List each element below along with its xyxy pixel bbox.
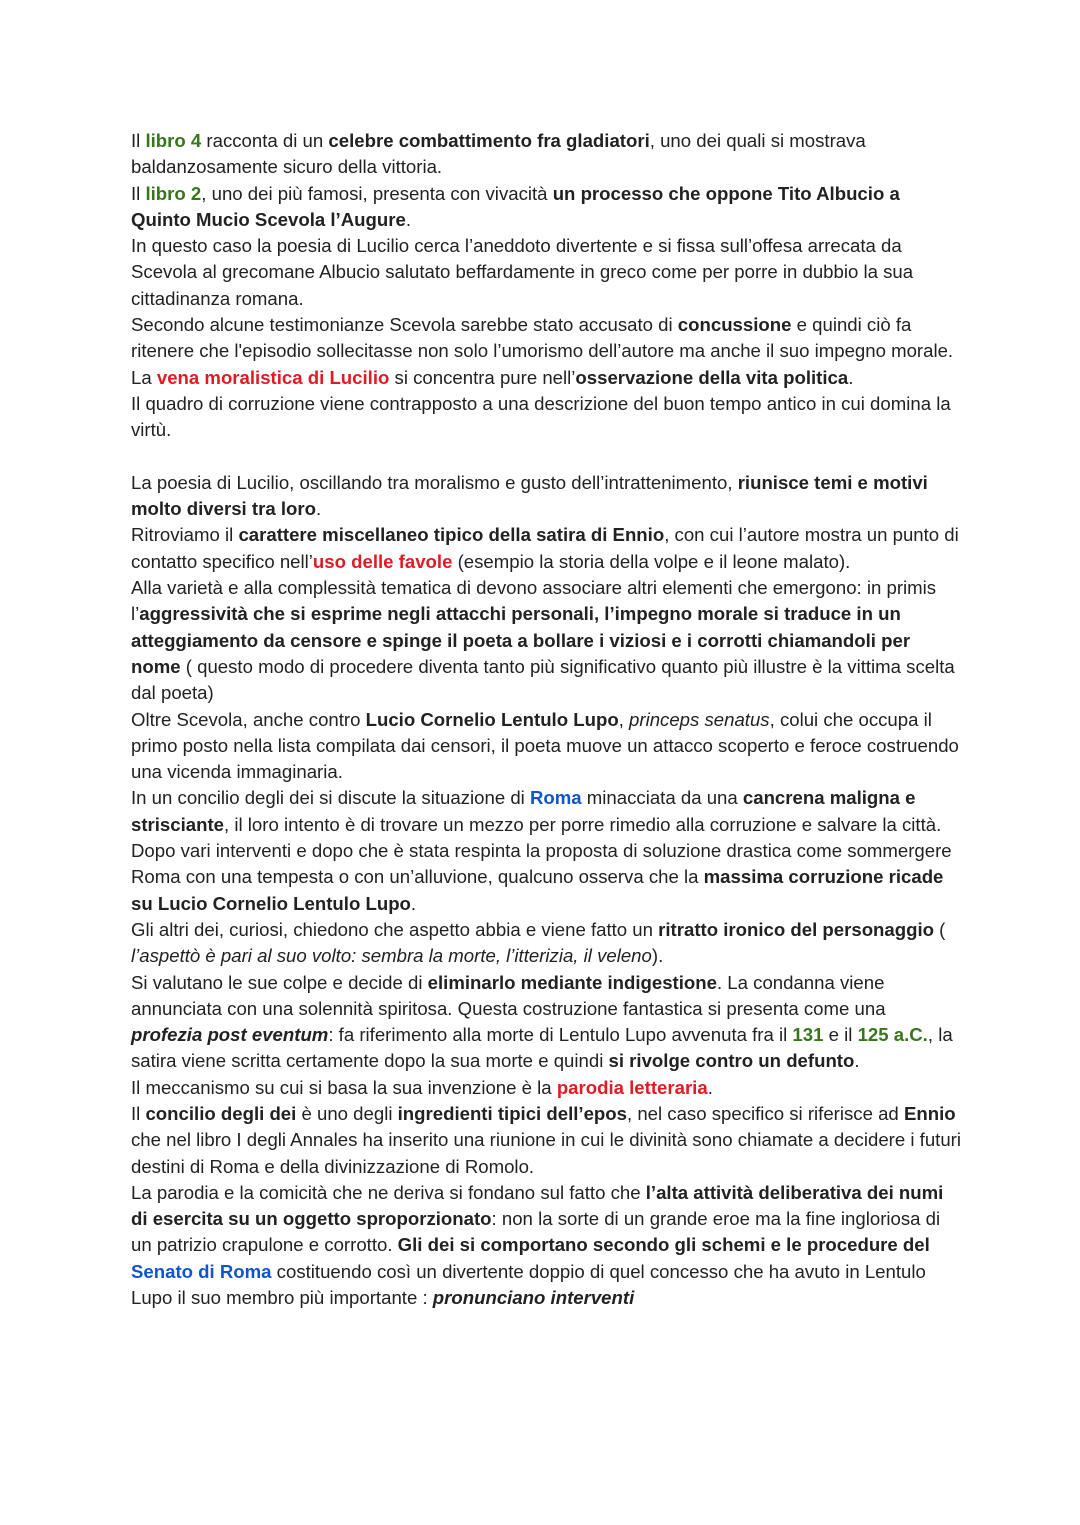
text-run: . <box>854 1050 860 1072</box>
paragraph <box>131 233 961 312</box>
text-run: osservazione della vita politica <box>575 366 849 388</box>
text-run: Si valutano le sue colpe e decide di <box>131 971 428 993</box>
text-run: Il meccanismo su cui si basa la sua invenzione è la <box>131 1076 557 1098</box>
text-run: , il loro intento è di trovare un mezzo per porre rimedio alla corruzione e salvare la città. Dopo vari interventi e dopo che è stata respinta la proposta di soluzione drastica come sommergere Roma con una tempesta o con un’alluvione, qualcuno osserva che la <box>131 813 952 888</box>
paragraph <box>131 707 961 786</box>
paragraph-gap <box>131 444 961 470</box>
text-run: ingredienti tipici dell’epos <box>397 1102 627 1124</box>
text-run: . <box>707 1076 713 1098</box>
text-run: Gli dei si comportano secondo gli schemi e le procedure del <box>397 1234 930 1256</box>
text-run: vena moralistica di Lucilio <box>156 366 390 388</box>
paragraph <box>131 128 961 181</box>
text-run: Alla varietà e alla complessità tematica di devono associare altri elementi che emergono: in primis l’ <box>131 577 937 625</box>
text-run: Secondo alcune testimonianze Scevola sarebbe stato accusato di <box>131 314 678 336</box>
paragraph <box>131 522 961 575</box>
text-run: Oltre Scevola, anche contro <box>131 708 366 730</box>
paragraph <box>131 470 961 523</box>
text-run: parodia letteraria <box>556 1076 708 1098</box>
paragraph <box>131 181 961 234</box>
text-run: libro 2 <box>145 182 202 204</box>
text-run: racconta di un <box>201 130 329 151</box>
text-run: . La condanna viene annunciata con una solennità spiritosa. Questa costruzione fantastica si presenta come una <box>131 971 886 1019</box>
paragraph <box>131 1101 961 1180</box>
text-run: . <box>848 366 854 388</box>
text-run: : non la sorte di un grande eroe ma la fine ingloriosa di un patrizio crapulone e corrotto. <box>131 1208 941 1256</box>
text-run: concussione <box>677 314 792 336</box>
text-run: uso delle favole <box>312 550 453 572</box>
text-run: : fa riferimento alla morte di Lentulo Lupo avvenuta fra il <box>328 1024 793 1046</box>
text-run: Il <box>131 182 146 204</box>
text-run: 125 a.C. <box>857 1024 928 1046</box>
text-run: pronunciano interventi <box>432 1287 635 1309</box>
text-run: , uno dei più famosi, presenta con vivacità <box>201 182 553 204</box>
text-run: , nel caso specifico si riferisce ad <box>626 1102 904 1124</box>
text-run: In un concilio degli dei si discute la situazione di <box>131 787 530 809</box>
paragraph <box>131 365 961 391</box>
text-run: l’aspettò è pari al suo volto: sembra la morte, l’itterizia, il veleno <box>131 945 652 967</box>
text-run: ( <box>934 918 946 940</box>
text-run: carattere miscellaneo tipico della satira di Ennio <box>238 524 665 546</box>
text-run: , <box>618 708 630 730</box>
text-run: La poesia di Lucilio, oscillando tra moralismo e gusto dell’intrattenimento, <box>131 471 738 493</box>
text-run: Il <box>131 1102 146 1124</box>
text-run: è uno degli <box>296 1102 398 1124</box>
paragraph <box>131 575 961 706</box>
text-run: , colui che occupa il primo posto nella lista compilata dai censori, il poeta muove un attacco scoperto e feroce costruendo una vicenda immaginaria. <box>131 708 959 783</box>
text-run: , la satira viene scritta certamente dopo la sua morte e quindi <box>131 1024 953 1072</box>
text-run: eliminarlo mediante indigestione <box>427 971 717 993</box>
paragraph <box>131 970 961 1075</box>
text-run: e quindi ciò fa ritenere che l'episodio sollecitasse non solo l’umorismo dell’autore ma anche il suo impegno morale. <box>131 314 954 362</box>
text-run: . <box>410 892 417 914</box>
paragraph <box>131 1180 961 1311</box>
text-run: (esempio la storia della volpe e il leone malato). <box>452 550 851 572</box>
text-run: . <box>405 208 411 230</box>
text-run: La <box>131 366 157 388</box>
text-run: Gli altri dei, curiosi, chiedono che aspetto abbia e viene fatto un <box>131 918 659 940</box>
text-run: celebre combattimento fra gladiatori <box>328 130 650 151</box>
text-run: cancrena maligna e strisciante <box>131 787 916 835</box>
text-run: si concentra pure nell’ <box>389 366 576 388</box>
text-run: profezia post eventum <box>131 1024 329 1046</box>
text-run: ). <box>651 945 664 967</box>
text-run: Roma <box>529 787 582 809</box>
text-run: costituendo così un divertente doppio di quel concesso che ha avuto in Lentulo Lupo il suo membro più importante : <box>131 1260 926 1309</box>
text-run: riunisce temi e motivi molto diversi tra loro <box>131 471 928 520</box>
text-run: si rivolge contro un defunto <box>608 1050 855 1072</box>
text-run: ( questo modo di procedere diventa tanto più significativo quanto più illustre è la vittima scelta dal poeta) <box>131 655 955 704</box>
text-run: massima corruzione ricade su Lucio Cornelio Lentulo Lupo <box>131 866 944 914</box>
text-run: minacciata da una <box>581 787 743 809</box>
text-run: che nel libro I degli Annales ha inserito una riunione in cui le divinità sono chiamate a decidere i futuri destini di Roma e della divinizzazione di Romolo. <box>131 1129 961 1177</box>
paragraph <box>131 312 961 365</box>
text-run: Senato di Roma <box>131 1260 272 1282</box>
text-run: In questo caso la poesia di Lucilio cerca l’aneddoto divertente e si fissa sull’offesa arrecata da Scevola al grecomane Albucio salutato beffardamente in greco come per porre in dubbio la sua cittadinanza romana. <box>131 235 914 309</box>
text-run: aggressività che si esprime negli attacchi personali, l’impegno morale si traduce in un atteggiamento da censore e spinge il poeta a bollare i viziosi e i corrotti chiamandoli per nome <box>131 603 911 677</box>
paragraph <box>131 917 961 970</box>
text-run: ritratto ironico del personaggio <box>658 918 934 940</box>
text-run: concilio degli dei <box>145 1102 297 1124</box>
paragraph <box>131 1075 961 1101</box>
text-run: libro 4 <box>145 130 202 151</box>
text-run: , con cui l’autore mostra un punto di contatto specifico nell’ <box>131 524 959 572</box>
text-run: e il <box>823 1024 858 1046</box>
text-run: Il <box>131 130 146 151</box>
document-page <box>131 128 961 1311</box>
text-run: 131 <box>792 1024 824 1046</box>
text-run: un processo che oppone Tito Albucio a Quinto Mucio Scevola l’Augure <box>131 182 900 230</box>
text-run: Il quadro di corruzione viene contrapposto a una descrizione del buon tempo antico in cui domina la virtù. <box>131 392 951 441</box>
text-run: . <box>315 498 322 520</box>
text-run: princeps senatus <box>629 708 770 730</box>
text-run: Lucio Cornelio Lentulo Lupo <box>365 708 619 730</box>
paragraph <box>131 391 961 444</box>
paragraph <box>131 785 961 916</box>
text-run: Ritroviamo il <box>131 524 239 546</box>
text-run: , uno dei quali si mostrava baldanzosamente sicuro della vittoria. <box>131 130 866 178</box>
text-run: l’alta attività deliberativa dei numi di esercita su un oggetto sproporzionato <box>131 1181 944 1230</box>
text-run: La parodia e la comicità che ne deriva si fondano sul fatto che <box>131 1181 646 1203</box>
text-run: Ennio <box>903 1102 956 1124</box>
